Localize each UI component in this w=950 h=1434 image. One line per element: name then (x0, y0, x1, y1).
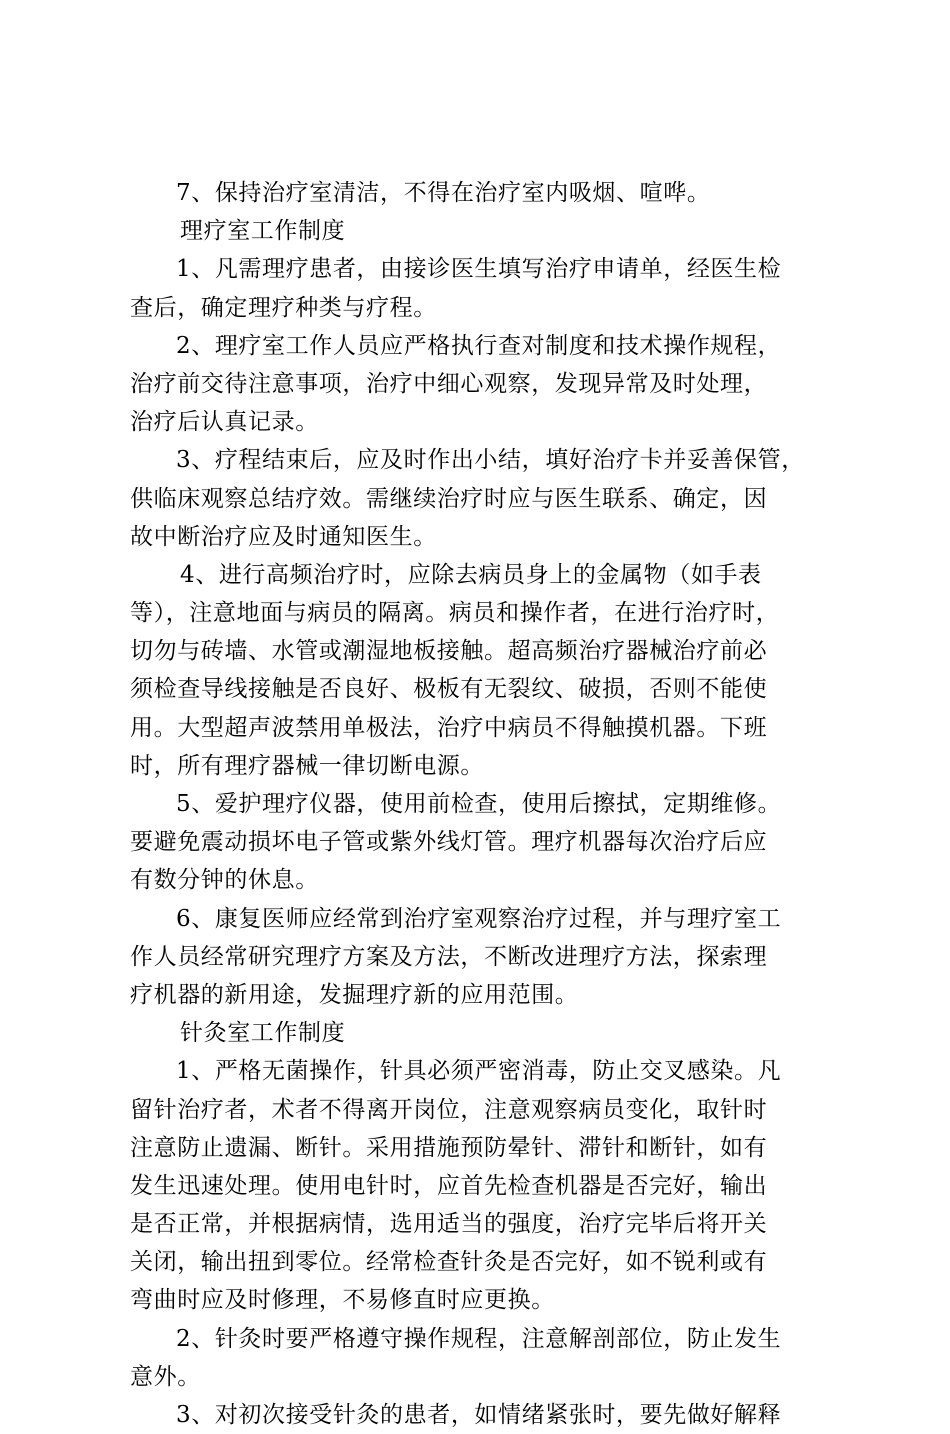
text-line: 疗机器的新用途，发掘理疗新的应用范围。 (130, 981, 579, 1008)
text-line: 弯曲时应及时修理，不易修直时应更换。 (130, 1287, 555, 1314)
text-line: 时，所有理疗器械一律切断电源。 (130, 752, 484, 779)
text-line: 发生迅速处理。使用电针时，应首先检查机器是否完好，输出 (130, 1172, 768, 1199)
text-line: 治疗后认真记录。 (130, 409, 319, 436)
text-line: 有数分钟的休息。 (130, 867, 319, 894)
text-line: 2、针灸时要严格遵守操作规程，注意解剖部位，防止发生 (176, 1325, 782, 1352)
text-line: 等），注意地面与病员的隔离。病员和操作者，在进行治疗时， (130, 600, 780, 627)
text-line: 针灸室工作制度 (180, 1020, 346, 1047)
text-line: 须检查导线接触是否良好、极板有无裂纹、破损，否则不能使 (130, 676, 768, 703)
text-line: 7、保持治疗室清洁，不得在治疗室内吸烟、喧哗。 (176, 180, 711, 206)
text-line: 切勿与砖墙、水管或潮湿地板接触。超高频治疗器械治疗前必 (130, 638, 768, 665)
text-line: 用。大型超声波禁用单极法，治疗中病员不得触摸机器。下班 (130, 714, 768, 741)
text-line: 查后，确定理疗种类与疗程。 (130, 294, 437, 321)
text-line: 理疗室工作制度 (180, 218, 346, 245)
text-line: 3、疗程结束后，应及时作出小结，填好治疗卡并妥善保管， (176, 447, 805, 474)
text-line: 意外。 (130, 1363, 201, 1390)
text-line: 供临床观察总结疗效。需继续治疗时应与医生联系、确定，因 (130, 485, 768, 512)
text-line: 3、对初次接受针灸的患者，如情绪紧张时，要先做好解释 (176, 1402, 782, 1428)
text-line: 作人员经常研究理疗方案及方法，不断改进理疗方法，探索理 (130, 943, 768, 970)
text-line: 1、凡需理疗患者，由接诊医生填写治疗申请单，经医生检 (176, 256, 782, 283)
text-line: 故中断治疗应及时通知医生。 (130, 523, 437, 550)
text-line: 6、康复医师应经常到治疗室观察治疗过程，并与理疗室工 (176, 905, 782, 932)
text-line: 是否正常，并根据病情，选用适当的强度，治疗完毕后将开关 (130, 1211, 768, 1238)
text-line: 要避免震动损坏电子管或紫外线灯管。理疗机器每次治疗后应 (130, 829, 768, 856)
text-line: 1、严格无菌操作，针具必须严密消毒，防止交叉感染。凡 (176, 1058, 782, 1085)
text-line: 4、进行高频治疗时，应除去病员身上的金属物（如手表 (180, 561, 762, 588)
text-line: 治疗前交待注意事项，治疗中细心观察，发现异常及时处理， (130, 370, 768, 397)
text-line: 5、爱护理疗仪器，使用前检查，使用后擦拭，定期维修。 (176, 791, 782, 817)
text-line: 留针治疗者，术者不得离开岗位，注意观察病员变化，取针时 (130, 1096, 768, 1123)
text-line: 2、理疗室工作人员应严格执行查对制度和技术操作规程， (176, 332, 782, 359)
text-line: 关闭，输出扭到零位。经常检查针灸是否完好，如不锐利或有 (130, 1249, 768, 1276)
text-line: 注意防止遗漏、断针。采用措施预防晕针、滞针和断针，如有 (130, 1134, 768, 1161)
document-body (130, 174, 830, 1434)
